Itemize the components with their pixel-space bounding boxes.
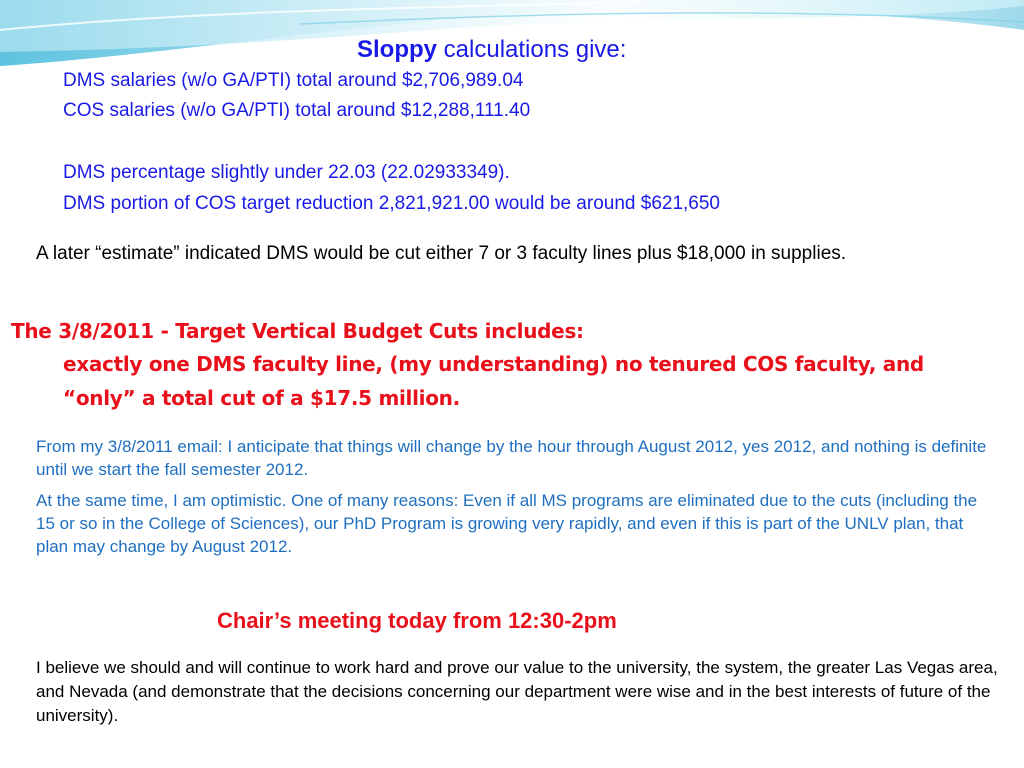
- optimism-paragraph: At the same time, I am optimistic. One of many reasons: Even if all MS programs are eliminated due to the cuts (including the 15 or so in the College of Sciences), our PhD Program is growing very rapidly, and even if this is part of the UNLV plan, that plan may change by August 2012.: [36, 491, 978, 556]
- dms-portion-line: DMS portion of COS target reduction 2,821,921.00 would be around $621,650: [63, 193, 720, 214]
- budget-cuts-heading: The 3/8/2011 - Target Vertical Budget Cuts includes:: [11, 319, 584, 343]
- cos-salaries-line: COS salaries (w/o GA/PTI) total around $12,288,111.40: [63, 100, 531, 121]
- estimate-paragraph: A later “estimate” indicated DMS would be cut either 7 or 3 faculty lines plus $18,000 in supplies.: [36, 243, 847, 264]
- chair-meeting-notice: Chair’s meeting today from 12:30-2pm: [217, 608, 617, 633]
- budget-cuts-line-2: “only” a total cut of a $17.5 million.: [63, 386, 460, 410]
- budget-cuts-line-1: exactly one DMS faculty line, (my understanding) no tenured COS faculty, and: [63, 352, 924, 376]
- sloppy-heading-rest: calculations give:: [437, 36, 627, 63]
- sloppy-calculations-heading: [357, 35, 626, 65]
- dms-percentage-line: DMS percentage slightly under 22.03 (22.02933349).: [63, 162, 510, 183]
- closing-paragraph: I believe we should and will continue to work hard and prove our value to the university, the system, the greater Las Vegas area, and Nevada (and demonstrate that the decisions concerning our department were wise and in the best interests of future of the university).: [36, 658, 998, 725]
- sloppy-emphasis: Sloppy: [357, 36, 438, 63]
- email-quote-paragraph: From my 3/8/2011 email: I anticipate that things will change by the hour through August 2012, yes 2012, and nothing is definite until we start the fall semester 2012.: [36, 437, 987, 479]
- dms-salaries-line: DMS salaries (w/o GA/PTI) total around $2,706,989.04: [63, 70, 524, 91]
